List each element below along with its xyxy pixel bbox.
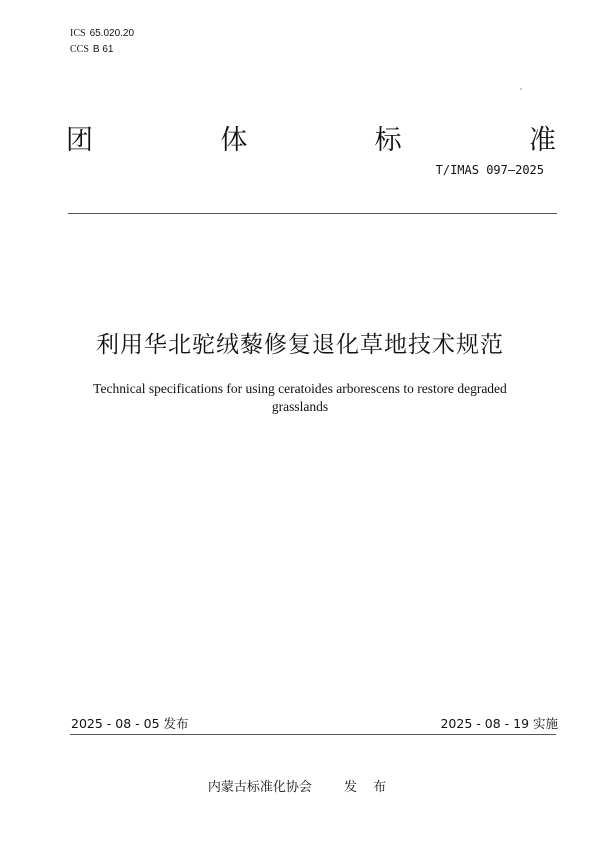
ccs-label: CCS: [70, 44, 89, 55]
top-divider: [68, 213, 557, 214]
english-title-line-2: grasslands: [271, 399, 329, 414]
scan-mark: [520, 88, 522, 90]
standard-type-char: 准: [528, 125, 556, 156]
ics-line: [70, 27, 134, 41]
ccs-line: [70, 43, 113, 57]
standard-number: T/IMAS 097—2025: [435, 163, 544, 177]
standard-type-heading: [66, 118, 556, 157]
publisher-line: [0, 776, 600, 795]
release-date: 2025 - 08 - 05 发布: [71, 716, 189, 731]
implementation-date: 2025 - 08 - 19 实施: [440, 716, 558, 731]
english-title-line-1: Technical specifications for using ceratoides arborescens to restore degraded: [93, 381, 507, 396]
standard-type-char: 团: [66, 125, 93, 156]
standard-type-char: 标: [374, 125, 402, 156]
publisher-action: 发 布: [343, 780, 393, 795]
ccs-code: B 61: [92, 44, 114, 55]
document-title-chinese: 利用华北驼绒藜修复退化草地技术规范: [96, 332, 504, 358]
bottom-divider: [70, 734, 556, 735]
standard-type-char: 体: [220, 125, 248, 156]
document-title-english: [60, 380, 540, 416]
ics-code: 65.020.20: [89, 28, 135, 39]
publisher-organization: 内蒙古标准化协会: [207, 780, 312, 795]
ics-label: ICS: [70, 28, 86, 39]
